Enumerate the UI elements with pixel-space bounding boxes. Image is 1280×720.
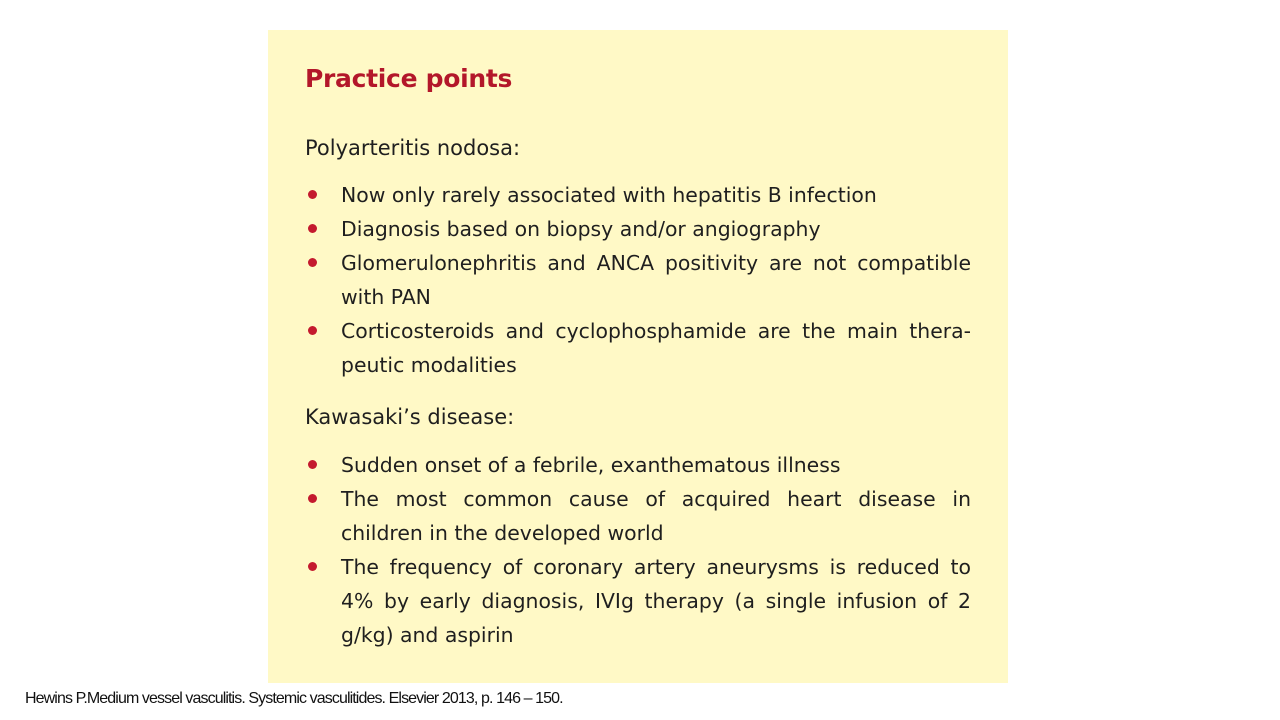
polyarteritis-points-list — [305, 178, 971, 382]
list-item — [305, 550, 971, 652]
kawasaki-points-list — [305, 448, 971, 652]
list-item — [305, 246, 971, 314]
list-item — [305, 178, 971, 212]
citation-text: Hewins P.Medium vessel vasculitis. Systemic vasculitides. Elsevier 2013, p. 146 – 150. — [25, 690, 563, 707]
bullet-icon — [308, 224, 317, 233]
bullet-icon — [308, 460, 317, 469]
list-item-text: Now only rarely associated with hepatitis B infection — [341, 183, 877, 207]
list-item-text: The most common cause of acquired heart disease in children in the developed world — [341, 487, 971, 545]
list-item — [305, 448, 971, 482]
section-heading-polyarteritis: Polyarteritis nodosa: — [305, 136, 521, 160]
list-item-text: Diagnosis based on biopsy and/or angiography — [341, 217, 821, 241]
list-item — [305, 482, 971, 550]
list-item-text: Corticosteroids and cyclophosphamide are the main therapeutic modalities — [341, 319, 971, 377]
list-item-text: Sudden onset of a febrile, exanthematous illness — [341, 453, 841, 477]
practice-points-box — [268, 30, 1008, 683]
section-heading-kawasaki: Kawasaki’s disease: — [305, 405, 515, 429]
list-item-text: The frequency of coronary artery aneurysms is reduced to 4% by early diagnosis, IVIg therapy (a single infusion of 2 g/kg) and aspirin — [341, 555, 971, 647]
practice-points-title: Practice points — [305, 64, 513, 93]
list-item — [305, 212, 971, 246]
bullet-icon — [308, 494, 317, 503]
bullet-icon — [308, 326, 317, 335]
bullet-icon — [308, 190, 317, 199]
list-item-text: Glomerulonephritis and ANCA positivity are not compatible with PAN — [341, 251, 971, 309]
bullet-icon — [308, 258, 317, 267]
bullet-icon — [308, 562, 317, 571]
list-item — [305, 314, 971, 382]
